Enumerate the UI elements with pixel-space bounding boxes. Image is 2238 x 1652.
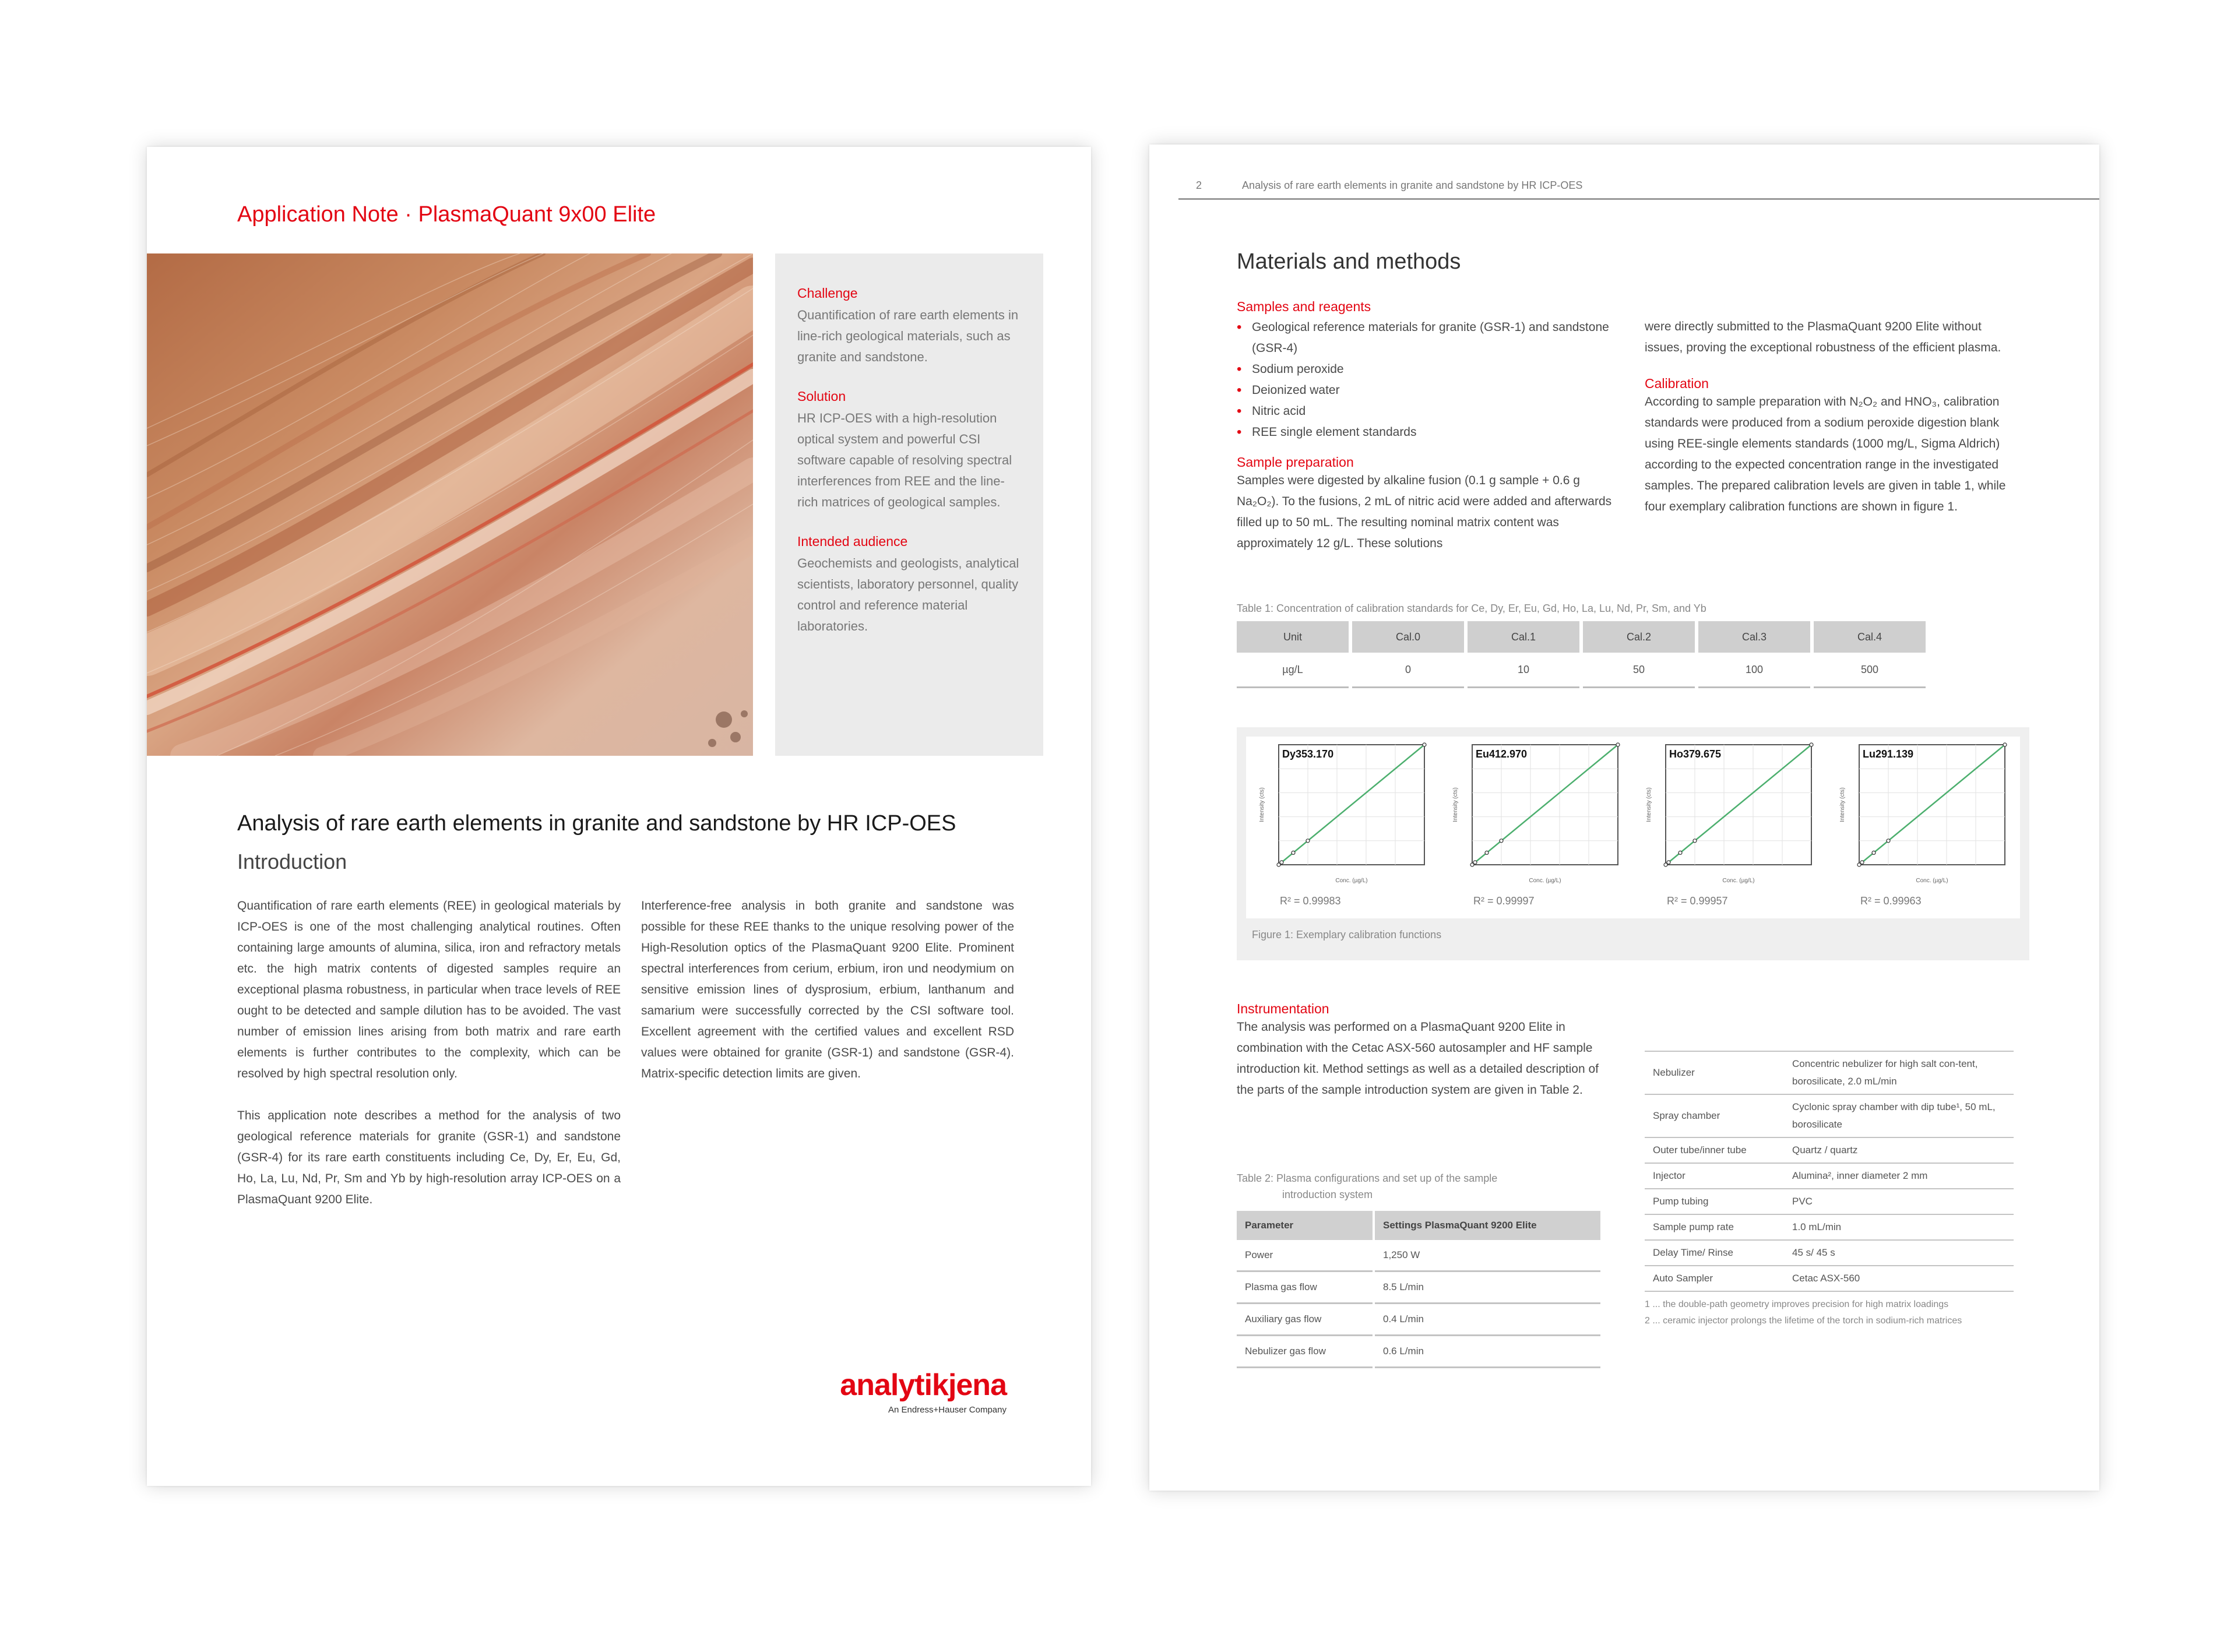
y-axis-label: Intensity (cts) — [1259, 787, 1265, 822]
sample-preparation-text: Samples were digested by alkaline fusion (0.1 g sample + 0.6 g Na₂O₂). To the fusions, 2 mL of nitric acid were added and afterwards filled up to 50 mL. The resulting nominal matrix content was approximately 12 g/L. These solutions — [1237, 474, 1612, 550]
data-point — [1500, 839, 1503, 843]
table-cell: Auto Sampler — [1645, 1266, 1784, 1291]
running-head — [1196, 179, 1582, 192]
instrumentation-heading: Instrumentation — [1237, 1001, 1329, 1016]
table-header: Parameter — [1237, 1211, 1373, 1240]
table-header: Unit — [1237, 621, 1349, 653]
info-sidebar — [775, 253, 1043, 756]
sample-preparation-continued: were directly submitted to the PlasmaQuant 9200 Elite without issues, proving the exceptional robustness of the efficient plasma. — [1645, 320, 2001, 354]
chart-title: Dy353.170 — [1282, 748, 1334, 760]
intro-right-column — [641, 896, 1014, 1105]
page-1 — [147, 147, 1091, 1486]
list-item: • Deionized water — [1237, 380, 1616, 401]
table-cell: Power — [1237, 1240, 1373, 1272]
materials-methods-heading: Materials and methods — [1237, 249, 1461, 274]
table-cell: Spray chamber — [1645, 1094, 1784, 1137]
table-cell: Nebulizer — [1645, 1051, 1784, 1094]
table-cell: µg/L — [1237, 653, 1349, 688]
calibration-charts — [1246, 737, 2020, 918]
chart-title: Ho379.675 — [1669, 748, 1722, 760]
table-header: Cal.2 — [1583, 621, 1695, 653]
data-point — [1280, 861, 1283, 864]
r-squared-label: R² = 0.99997 — [1473, 895, 1535, 907]
chart-title: Eu412.970 — [1476, 748, 1528, 760]
table-row — [1645, 1214, 2014, 1240]
table-row — [1645, 1163, 2014, 1189]
figure-1-box — [1237, 727, 2029, 960]
table-cell: 50 — [1583, 653, 1695, 688]
list-item: • Sodium peroxide — [1237, 359, 1616, 380]
data-point — [1306, 839, 1310, 843]
table3 — [1645, 1051, 2014, 1329]
cover-photo-sandstone — [147, 253, 753, 756]
calibration-heading: Calibration — [1645, 376, 1709, 391]
introduction-heading: Introduction — [237, 850, 347, 873]
x-axis-label: Conc. (µg/L) — [1916, 878, 1948, 884]
table-cell: Sample pump rate — [1645, 1214, 1784, 1240]
document-title: Analysis of rare earth elements in granite and sandstone by HR ICP-OES — [237, 811, 956, 836]
chart-title: Lu291.139 — [1863, 748, 1914, 760]
table-row — [1237, 1336, 1600, 1368]
table-header: Cal.1 — [1468, 621, 1579, 653]
table-row — [1237, 1240, 1600, 1272]
challenge-text: Quantification of rare earth elements in line-rich geological materials, such as granite and sandstone. — [797, 308, 1019, 364]
data-point — [1292, 851, 1295, 854]
header-rule — [1178, 198, 2099, 200]
solution-heading: Solution — [797, 389, 846, 404]
audience-heading: Intended audience — [797, 534, 908, 549]
application-note-header: Application Note · PlasmaQuant 9x00 Elite — [237, 202, 656, 227]
solution-text: HR ICP-OES with a high-resolution optical system and powerful CSI software capable of resolving spectral interferences from REE and the line-rich matrices of geological samples. — [797, 411, 1012, 509]
table2-caption-line-1: Table 2: Plasma configurations and set up of the sample — [1237, 1172, 1498, 1184]
data-point — [1667, 861, 1670, 864]
logo-word-jena: jena — [948, 1368, 1007, 1402]
table-row — [1645, 1266, 2014, 1291]
intro-left-column — [237, 896, 621, 1231]
table-cell: Cetac ASX-560 — [1784, 1266, 2014, 1291]
data-point — [1860, 861, 1864, 864]
x-axis-label: Conc. (µg/L) — [1335, 878, 1368, 884]
r-squared-label: R² = 0.99963 — [1860, 895, 1922, 907]
r-squared-label: R² = 0.99957 — [1667, 895, 1728, 907]
list-item: • REE single element standards — [1237, 422, 1616, 443]
left-column-top — [1237, 299, 1616, 554]
table-cell: 8.5 L/min — [1375, 1272, 1600, 1304]
table-cell: Cyclonic spray chamber with dip tube¹, 50 mL, borosilicate — [1784, 1094, 2014, 1137]
intro-paragraph-1: Quantification of rare earth elements (REE) in geological materials by ICP-OES is one of the most challenging analytical routines. Often containing large amounts of alumina, silica, iron and refractory metals etc. the high matrix contents of digested samples require an exceptional plasma robustness, in particular when trace levels of REE ought to be detected and sample dilution has to be avoided. The vast number of emission lines arising from both matrix and rare earth elements is further contributes to the complexity, which can be resolved by high spectral resolution only. — [237, 899, 621, 1080]
list-item: • Geological reference materials for granite (GSR-1) and sandstone (GSR-4) — [1237, 317, 1616, 359]
table-cell: 10 — [1468, 653, 1579, 688]
x-axis-label: Conc. (µg/L) — [1722, 878, 1755, 884]
data-point — [1887, 839, 1890, 843]
table-header: Settings PlasmaQuant 9200 Elite — [1375, 1211, 1600, 1240]
page-2 — [1149, 145, 2099, 1491]
list-item: • Nitric acid — [1237, 401, 1616, 422]
data-point — [1473, 861, 1477, 864]
analytik-jena-logo — [820, 1368, 1007, 1415]
table-row — [1645, 1240, 2014, 1266]
table-header: Cal.0 — [1352, 621, 1464, 653]
table-row — [1645, 1137, 2014, 1163]
table-row — [1645, 1051, 2014, 1094]
data-point — [1693, 839, 1697, 843]
intro-paragraph-3: Interference-free analysis in both granite and sandstone was possible for these REE thanks to the unique resolving power of the High-Resolution optics of the PlasmaQuant 9200 Elite. Prominent spectral interferences from cerium, erbium, iron und neodymium on sensitive emission lines of dysprosium, erbium, lanthanum and samarium were successfully corrected by the CSI software tool. Excellent agreement with the certified values and excellent RSD values were obtained for granite (GSR-1) and sandstone (GSR-4). Matrix-specific detection limits are given. — [641, 899, 1014, 1080]
data-point — [1678, 851, 1682, 854]
data-point — [1616, 743, 1620, 746]
table-cell: Injector — [1645, 1163, 1784, 1189]
table-row — [1645, 1189, 2014, 1214]
logo-tagline: An Endress+Hauser Company — [888, 1405, 1007, 1415]
running-head-title: Analysis of rare earth elements in granite and sandstone by HR ICP-OES — [1242, 179, 1583, 191]
x-axis-label: Conc. (µg/L) — [1529, 878, 1561, 884]
table-header: Cal.4 — [1814, 621, 1926, 653]
table-cell: Pump tubing — [1645, 1189, 1784, 1214]
table-cell: 0.6 L/min — [1375, 1336, 1600, 1368]
table2-caption-line-2: introduction system — [1282, 1189, 1373, 1200]
table-cell: 1,250 W — [1375, 1240, 1600, 1272]
r-squared-label: R² = 0.99983 — [1280, 895, 1341, 907]
data-point — [1423, 743, 1426, 746]
intro-paragraph-2: This application note describes a method for the analysis of two geological reference materials for granite (GSR-1) and sandstone (GSR-4) for its rare earth constituents including Ce, Dy, Er, Eu, Gd, Ho, La, Lu, Nd, Pr, Sm and Yb by high-resolution array ICP-OES on a PlasmaQuant 9200 Elite. — [237, 1109, 621, 1206]
table-cell: 1.0 mL/min — [1784, 1214, 2014, 1240]
table-cell: Outer tube/inner tube — [1645, 1137, 1784, 1163]
audience-text: Geochemists and geologists, analytical scientists, laboratory personnel, quality control and reference material laboratories. — [797, 556, 1019, 633]
data-point — [1810, 743, 1813, 746]
table-cell: 45 s/ 45 s — [1784, 1240, 2014, 1266]
table-cell: PVC — [1784, 1189, 2014, 1214]
table-cell: Auxiliary gas flow — [1237, 1304, 1373, 1336]
footnote-2: 2 ... ceramic injector prolongs the lifetime of the torch in sodium-rich matrices — [1645, 1316, 1962, 1326]
table-cell: 100 — [1698, 653, 1810, 688]
right-column-top — [1645, 316, 2018, 517]
y-axis-label: Intensity (cts) — [1646, 787, 1652, 822]
y-axis-label: Intensity (cts) — [1452, 787, 1459, 822]
page-number: 2 — [1196, 179, 1202, 191]
footnote-1: 1 ... the double-path geometry improves precision for high matrix loadings — [1645, 1299, 1949, 1309]
sample-preparation-heading: Sample preparation — [1237, 455, 1354, 470]
table-cell: Alumina², inner diameter 2 mm — [1784, 1163, 2014, 1189]
table-cell: Plasma gas flow — [1237, 1272, 1373, 1304]
y-axis-label: Intensity (cts) — [1839, 787, 1846, 822]
table2 — [1234, 1211, 1603, 1368]
table-row — [1645, 1094, 2014, 1137]
table-row — [1237, 1272, 1600, 1304]
data-point — [1872, 851, 1875, 854]
table-cell: 0.4 L/min — [1375, 1304, 1600, 1336]
table-row — [1237, 1304, 1600, 1336]
samples-list — [1237, 317, 1616, 443]
table-cell: Delay Time/ Rinse — [1645, 1240, 1784, 1266]
instrumentation-text: The analysis was performed on a PlasmaQuant 9200 Elite in combination with the Cetac ASX-560 autosampler and HF sample introduction kit. Method settings as well as a detailed description of the parts of the sample introduction system are given in Table 2. — [1237, 1020, 1599, 1097]
table2-caption — [1237, 1170, 1497, 1203]
table-row — [1237, 653, 1926, 688]
table-cell: Concentric nebulizer for high salt con-tent, borosilicate, 2.0 mL/min — [1784, 1051, 2014, 1094]
table-cell: Nebulizer gas flow — [1237, 1336, 1373, 1368]
calibration-text: According to sample preparation with N₂O₂ and HNO₃, calibration standards were produced from a sodium peroxide digestion blank using REE-single elements standards (1000 mg/L, Sigma Aldrich) according to the expected concentration range in the investigated samples. The prepared calibration levels are given in table 1, while four exemplary calibration functions are shown in figure 1. — [1645, 395, 2006, 513]
data-point — [2003, 743, 2007, 746]
data-point — [1485, 851, 1489, 854]
table-cell: 500 — [1814, 653, 1926, 688]
table-cell: 0 — [1352, 653, 1464, 688]
table-header: Cal.3 — [1698, 621, 1810, 653]
calibration-charts-panel — [1246, 737, 2020, 918]
instrumentation-block — [1237, 1001, 1610, 1101]
table1-caption: Table 1: Concentration of calibration standards for Ce, Dy, Er, Eu, Gd, Ho, La, Lu, Nd, Pr, Sm, and Yb — [1237, 603, 1706, 614]
samples-reagents-heading: Samples and reagents — [1237, 299, 1371, 314]
figure1-caption: Figure 1: Exemplary calibration functions — [1252, 929, 1442, 941]
logo-word-analytik: analytik — [840, 1368, 948, 1402]
table-cell: Quartz / quartz — [1784, 1137, 2014, 1163]
challenge-heading: Challenge — [797, 286, 858, 301]
table1 — [1233, 621, 1929, 688]
